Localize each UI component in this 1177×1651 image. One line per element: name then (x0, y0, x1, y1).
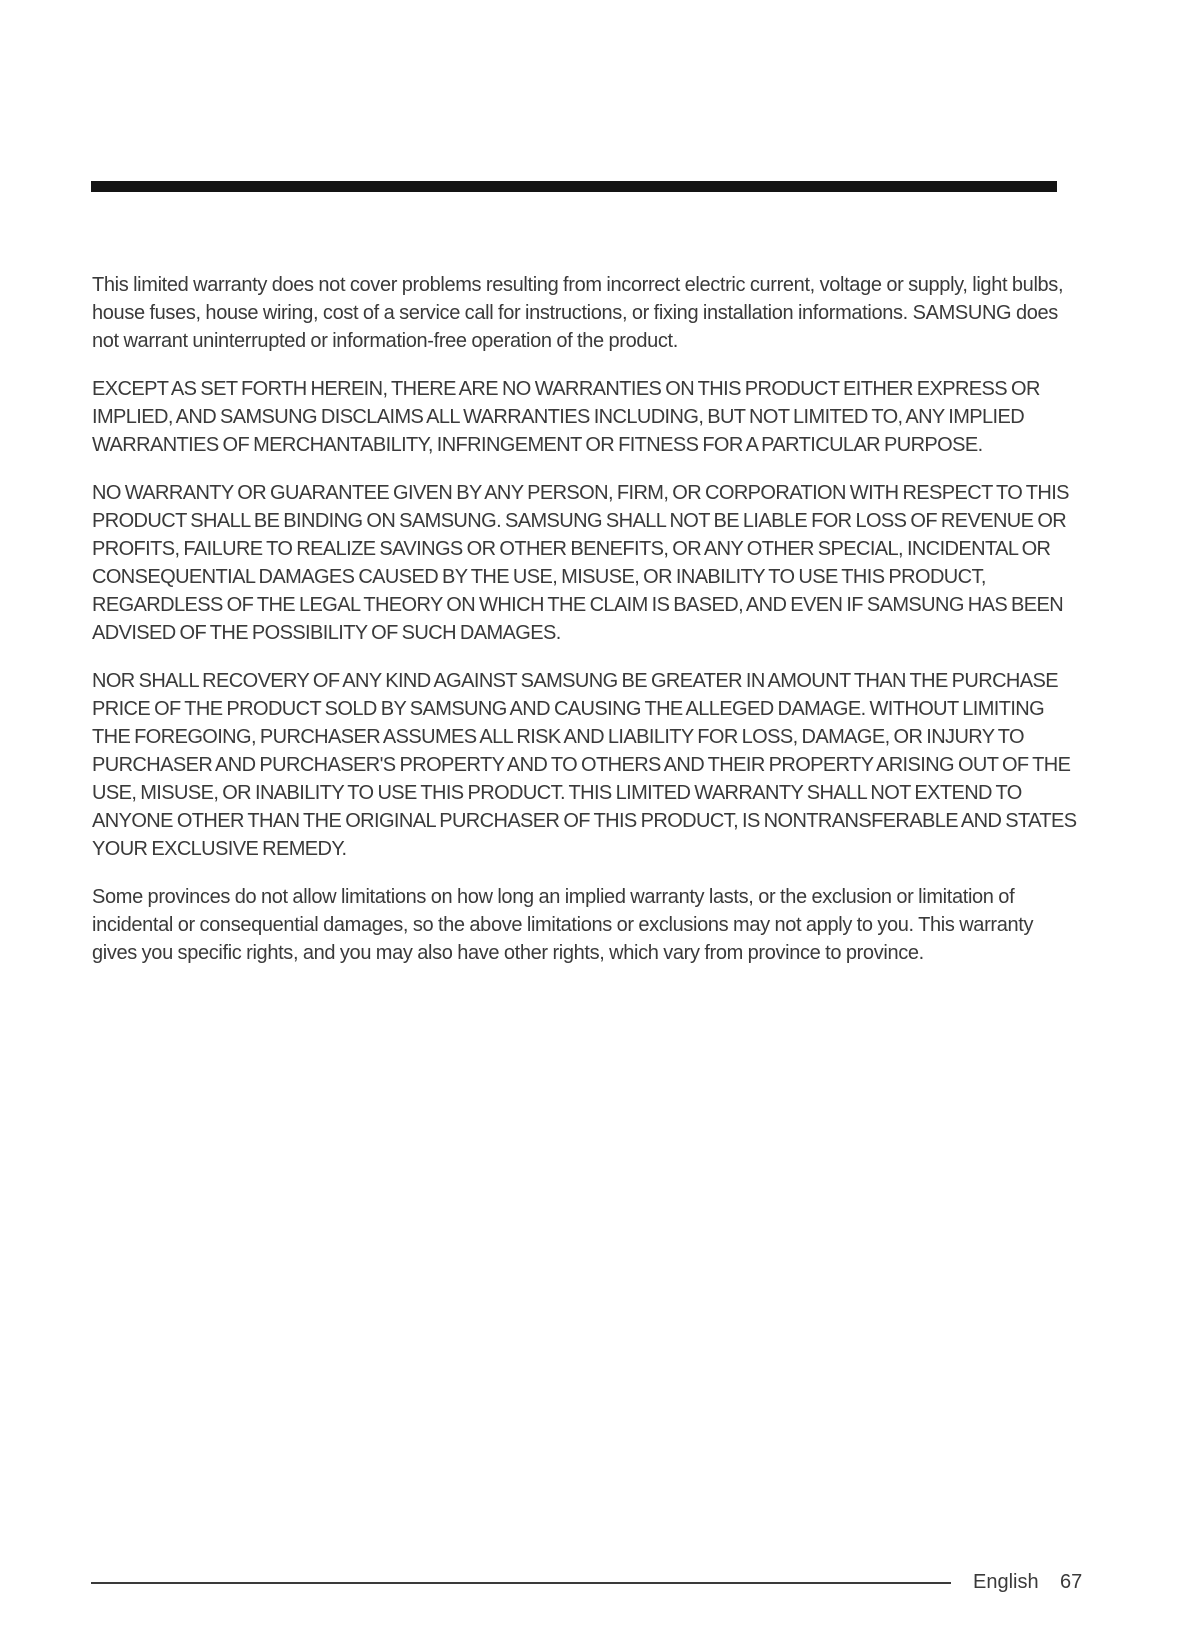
paragraph-no-warranties: EXCEPT AS SET FORTH HEREIN, THERE ARE NO WARRANTIES ON THIS PRODUCT EITHER EXPRESS OR IMPLIED, AND SAMSUNG DISCLAIMS ALL WARRANTIES INCLUDING, BUT NOT LIMITED TO, ANY IMPLIED WARRANTIES OF MERCHANTABILITY, INFRINGEMENT OR FITNESS FOR A PARTICULAR PURPOSE. (92, 378, 1040, 456)
paragraph-provincial-rights: Some provinces do not allow limitations on how long an implied warranty lasts, or the exclusion or limitation of incidental or consequential damages, so the above limitations or exclusions may not apply to you. This warranty gives you specific rights, and you may also have other rights, which vary from province to province. (92, 886, 1034, 964)
paragraph-recovery-limit: NOR SHALL RECOVERY OF ANY KIND AGAINST SAMSUNG BE GREATER IN AMOUNT THAN THE PURCHASE PRICE OF THE PRODUCT SOLD BY SAMSUNG AND CAUSING THE ALLEGED DAMAGE. WITHOUT LIMITING THE FOREGOING, PURCHASER ASSUMES ALL RISK AND LIABILITY FOR LOSS, DAMAGE, OR INJURY TO PURCHASER AND PURCHASER'S PROPERTY AND TO OTHERS AND THEIR PROPERTY ARISING OUT OF THE USE, MISUSE, OR INABILITY TO USE THIS PRODUCT. THIS LIMITED WARRANTY SHALL NOT EXTEND TO ANYONE OTHER THAN THE ORIGINAL PURCHASER OF THIS PRODUCT, IS NONTRANSFERABLE AND STATES YOUR EXCLUSIVE REMEDY. (92, 670, 1077, 860)
page-footer (91, 1568, 1083, 1598)
footer-rule (91, 1582, 951, 1584)
paragraph-coverage-exclusions: This limited warranty does not cover problems resulting from incorrect electric current, voltage or supply, light bulbs, house fuses, house wiring, cost of a service call for instructions, or fixing installation informations. SAMSUNG does not warrant uninterrupted or information-free operation of the product. (92, 274, 1064, 352)
warranty-body (92, 271, 1082, 987)
paragraph-no-guarantee: NO WARRANTY OR GUARANTEE GIVEN BY ANY PERSON, FIRM, OR CORPORATION WITH RESPECT TO THIS PRODUCT SHALL BE BINDING ON SAMSUNG. SAMSUNG SHALL NOT BE LIABLE FOR LOSS OF REVENUE OR PROFITS, FAILURE TO REALIZE SAVINGS OR OTHER BENEFITS, OR ANY OTHER SPECIAL, INCIDENTAL OR CONSEQUENTIAL DAMAGES CAUSED BY THE USE, MISUSE, OR INABILITY TO USE THIS PRODUCT, REGARDLESS OF THE LEGAL THEORY ON WHICH THE CLAIM IS BASED, AND EVEN IF SAMSUNG HAS BEEN ADVISED OF THE POSSIBILITY OF SUCH DAMAGES. (92, 482, 1069, 644)
page-number: 67 (1060, 1571, 1083, 1593)
footer-language: English (973, 1571, 1039, 1593)
header-rule (91, 181, 1057, 192)
